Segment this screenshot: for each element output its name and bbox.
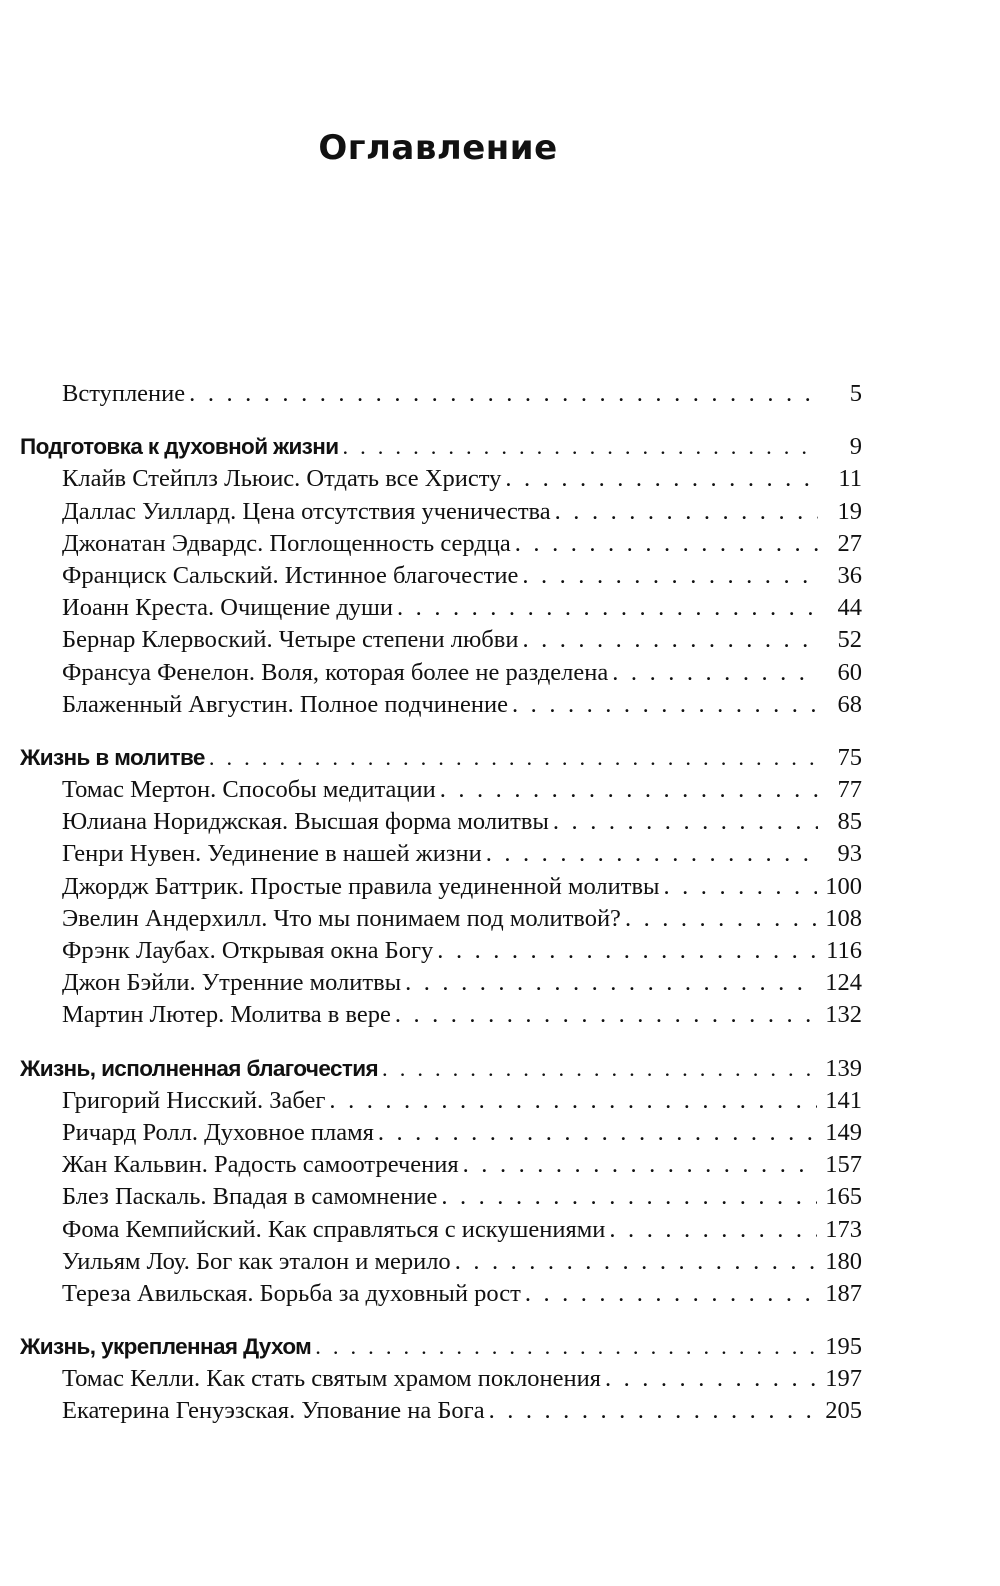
dot-leader xyxy=(455,1246,818,1278)
toc-entry[interactable] xyxy=(20,1214,862,1246)
toc-entry[interactable] xyxy=(20,1085,862,1117)
entry-label: Ричард Ролл. Духовное пламя xyxy=(62,1118,374,1146)
entry-page: 132 xyxy=(825,1001,862,1029)
toc-entry[interactable] xyxy=(20,774,862,806)
dot-leader xyxy=(441,1181,817,1213)
toc-entry[interactable] xyxy=(20,1149,862,1181)
dot-leader xyxy=(612,657,818,689)
entry-page: 11 xyxy=(838,465,862,493)
toc-entry[interactable] xyxy=(20,999,862,1031)
toc-entry[interactable] xyxy=(20,1246,862,1278)
dot-leader xyxy=(315,1331,817,1363)
entry-label: Иоанн Креста. Очищение души xyxy=(62,594,394,622)
part-page: 9 xyxy=(849,433,862,461)
entry-page: 165 xyxy=(825,1183,862,1211)
toc-entry[interactable] xyxy=(20,967,862,999)
entry-page: 93 xyxy=(837,840,862,868)
part-page: 195 xyxy=(825,1333,862,1361)
entry-label: Клайв Стейплз Льюис. Отдать все Христу xyxy=(62,465,502,493)
entry-page: 68 xyxy=(837,690,862,718)
entry-label: Томас Мертон. Способы медитации xyxy=(62,776,436,804)
part-label: Жизнь, исполненная благочестия xyxy=(20,1055,379,1081)
entry-label: Франсуа Фенелон. Воля, которая более не разделена xyxy=(62,658,609,686)
entry-page: 100 xyxy=(825,872,862,900)
toc-entry[interactable] xyxy=(20,1117,862,1149)
entry-label: Блез Паскаль. Впадая в самомнение xyxy=(62,1183,438,1211)
dot-leader xyxy=(515,528,818,560)
dot-leader xyxy=(486,838,818,870)
toc-part-heading[interactable] xyxy=(20,431,862,463)
toc-entry[interactable] xyxy=(20,624,862,656)
toc-entry[interactable] xyxy=(20,496,862,528)
dot-leader xyxy=(189,378,818,410)
toc-entry-intro[interactable] xyxy=(20,378,862,410)
entry-label: Фрэнк Лаубах. Открывая окна Богу xyxy=(62,937,434,964)
entry-page: 149 xyxy=(825,1118,862,1146)
dot-leader xyxy=(405,967,817,999)
part-page: 139 xyxy=(825,1054,862,1082)
dot-leader xyxy=(625,903,817,935)
entry-label: Бернар Клервоский. Четыре степени любви xyxy=(62,626,519,654)
dot-leader xyxy=(395,999,817,1031)
dot-leader xyxy=(522,624,818,656)
entry-label: Вступление xyxy=(62,380,186,407)
entry-label: Мартин Лютер. Молитва в вере xyxy=(62,1001,391,1029)
entry-page: 44 xyxy=(837,594,862,622)
entry-label: Томас Келли. Как стать святым храмом поклонения xyxy=(62,1365,601,1393)
part-page: 75 xyxy=(837,743,862,771)
dot-leader xyxy=(209,742,818,774)
toc-entry[interactable] xyxy=(20,935,862,967)
dot-leader xyxy=(522,560,818,592)
entry-label: Эвелин Андерхилл. Что мы понимаем под молитвой? xyxy=(62,904,621,932)
dot-leader xyxy=(555,496,818,528)
toc-entry[interactable] xyxy=(20,806,862,838)
entry-label: Жан Кальвин. Радость самоотречения xyxy=(62,1151,459,1179)
entry-page: 141 xyxy=(825,1086,862,1114)
toc-part-heading[interactable] xyxy=(20,1053,862,1085)
entry-label: Джон Бэйли. Утренние молитвы xyxy=(62,969,402,997)
dot-leader xyxy=(397,592,818,624)
page-title: Оглавление xyxy=(318,128,558,168)
table-of-contents xyxy=(20,378,862,1428)
toc-entry[interactable] xyxy=(20,1395,862,1427)
part-label: Жизнь, укрепленная Духом xyxy=(20,1334,312,1360)
entry-label: Даллас Уиллард. Цена отсутствия ученичества xyxy=(62,497,551,525)
entry-label: Франциск Сальский. Истинное благочестие xyxy=(62,561,519,589)
entry-page: 108 xyxy=(825,904,862,932)
dot-leader xyxy=(489,1395,818,1427)
entry-page: 27 xyxy=(837,529,862,557)
toc-entry[interactable] xyxy=(20,689,862,721)
entry-page: 52 xyxy=(837,626,862,654)
toc-part-heading[interactable] xyxy=(20,1331,862,1363)
dot-leader xyxy=(437,935,818,967)
entry-label: Джордж Баттрик. Простые правила уединенной молитвы xyxy=(62,872,660,900)
entry-page: 19 xyxy=(837,497,862,525)
entry-page: 180 xyxy=(825,1247,862,1275)
toc-entry[interactable] xyxy=(20,903,862,935)
entry-label: Тереза Авильская. Борьба за духовный рост xyxy=(62,1279,521,1307)
entry-label: Джонатан Эдвардс. Поглощенность сердца xyxy=(62,529,511,557)
entry-page: 116 xyxy=(826,937,862,964)
toc-entry[interactable] xyxy=(20,1278,862,1310)
dot-leader xyxy=(463,1149,818,1181)
dot-leader xyxy=(342,431,818,463)
entry-label: Фома Кемпийский. Как справляться с искушениями xyxy=(62,1215,606,1243)
part-label: Жизнь в молитве xyxy=(20,744,205,770)
toc-entry[interactable] xyxy=(20,1363,862,1395)
dot-leader xyxy=(609,1214,817,1246)
entry-label: Генри Нувен. Уединение в нашей жизни xyxy=(62,840,482,868)
entry-page: 157 xyxy=(825,1151,862,1179)
toc-entry[interactable] xyxy=(20,463,862,495)
toc-entry[interactable] xyxy=(20,657,862,689)
entry-page: 77 xyxy=(837,776,862,804)
entry-page: 36 xyxy=(837,561,862,589)
entry-label: Блаженный Августин. Полное подчинение xyxy=(62,690,509,718)
entry-page: 85 xyxy=(837,808,862,836)
dot-leader xyxy=(382,1053,817,1085)
dot-leader xyxy=(525,1278,817,1310)
entry-page: 205 xyxy=(825,1397,862,1425)
dot-leader xyxy=(605,1363,817,1395)
entry-page: 5 xyxy=(849,380,862,407)
entry-page: 197 xyxy=(825,1365,862,1393)
toc-entry[interactable] xyxy=(20,592,862,624)
toc-part-heading[interactable] xyxy=(20,742,862,774)
entry-label: Григорий Нисский. Забег xyxy=(62,1086,326,1114)
dot-leader xyxy=(505,463,818,495)
toc-entry[interactable] xyxy=(20,871,862,903)
entry-label: Юлиана Нориджская. Высшая форма молитвы xyxy=(62,808,549,836)
dot-leader xyxy=(329,1085,817,1117)
part-label: Подготовка к духовной жизни xyxy=(20,434,339,460)
dot-leader xyxy=(553,806,818,838)
toc-entry[interactable] xyxy=(20,560,862,592)
entry-label: Уильям Лоу. Бог как эталон и мерило xyxy=(62,1247,451,1275)
dot-leader xyxy=(512,689,818,721)
entry-page: 173 xyxy=(825,1215,862,1243)
dot-leader xyxy=(664,871,818,903)
entry-page: 187 xyxy=(825,1279,862,1307)
entry-label: Екатерина Генуэзская. Упование на Бога xyxy=(62,1397,485,1425)
entry-page: 124 xyxy=(825,969,862,997)
entry-page: 60 xyxy=(837,658,862,686)
dot-leader xyxy=(440,774,818,806)
toc-entry[interactable] xyxy=(20,1181,862,1213)
dot-leader xyxy=(378,1117,817,1149)
toc-entry[interactable] xyxy=(20,838,862,870)
toc-entry[interactable] xyxy=(20,528,862,560)
